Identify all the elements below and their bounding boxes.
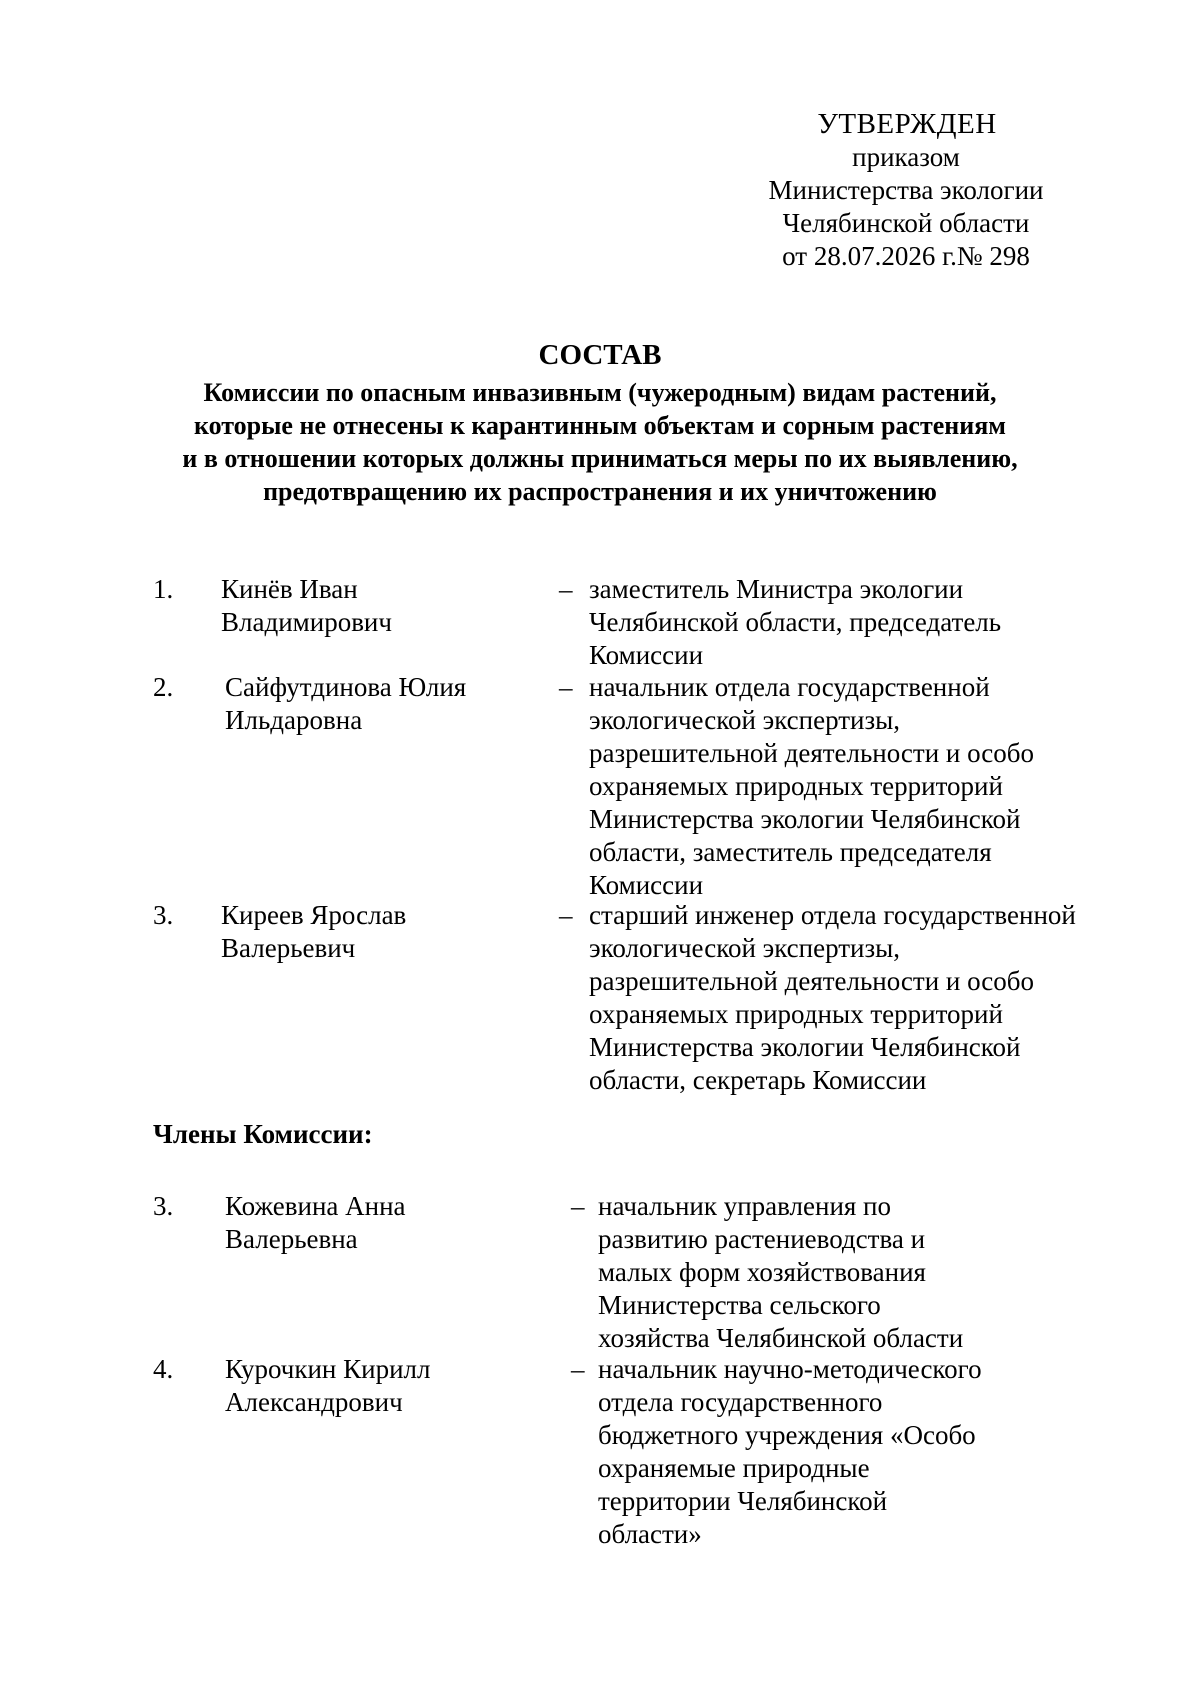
member-name-line: Валерьевич <box>221 933 356 963</box>
member-description-line: разрешительной деятельности и особо <box>589 966 1034 996</box>
member-dash: – <box>571 1354 585 1384</box>
member-description-line: территории Челябинской <box>598 1486 888 1516</box>
member-description-line: Комиссии <box>589 640 704 670</box>
member-description-line: развитию растениеводства и <box>598 1224 926 1254</box>
member-number: 3. <box>153 900 174 930</box>
member-description-line: начальник отдела государственной <box>589 672 990 702</box>
member-description-line: Министерства экологии Челябинской <box>589 1032 1021 1062</box>
member-name <box>225 1190 525 1256</box>
member-description-line: области, заместитель председателя <box>589 837 992 867</box>
member-description <box>598 1190 963 1355</box>
member-name <box>221 573 521 639</box>
document-title: СОСТАВ <box>538 339 662 371</box>
member-dash: – <box>559 672 573 702</box>
member-name-line: Кожевина Анна <box>225 1191 406 1221</box>
member-description-line: экологической экспертизы, <box>589 933 901 963</box>
member-description-line: Министерства сельского <box>598 1290 881 1320</box>
member-name-line: Валерьевна <box>225 1224 358 1254</box>
member-name-line: Владимирович <box>221 607 392 637</box>
member-description-line: Министерства экологии Челябинской <box>589 804 1021 834</box>
member-description <box>589 671 1034 902</box>
member-dash: – <box>571 1191 585 1221</box>
member-description-line: охраняемые природные <box>598 1453 870 1483</box>
member-description-line: Челябинской области, председатель <box>589 607 1002 637</box>
member-description-line: старший инженер отдела государственной <box>589 900 1076 930</box>
member-description-line: области» <box>598 1519 702 1549</box>
member-description <box>589 899 1076 1097</box>
member-number: 2. <box>153 672 174 702</box>
approval-block <box>726 108 1086 273</box>
approval-status: УТВЕРЖДЕН <box>817 108 997 140</box>
member-description-line: начальник управления по <box>598 1191 892 1221</box>
member-description-line: области, секретарь Комиссии <box>589 1065 927 1095</box>
member-description-line: отдела государственного <box>598 1387 883 1417</box>
approval-line: Челябинской области <box>782 208 1030 238</box>
member-name-line: Киреев Ярослав <box>221 900 407 930</box>
member-name-line: Ильдаровна <box>225 705 363 735</box>
member-description-line: малых форм хозяйствования <box>598 1257 926 1287</box>
approval-line: приказом <box>852 142 960 172</box>
member-name-line: Курочкин Кирилл <box>225 1354 431 1384</box>
member-description-line: охраняемых природных территорий <box>589 999 1003 1029</box>
member-number: 3. <box>153 1191 174 1221</box>
member-name <box>221 899 521 965</box>
document-header <box>80 336 1120 508</box>
member-number: 4. <box>153 1354 174 1384</box>
document-subtitle-line: которые не отнесены к карантинным объектам и сорным растениям <box>193 411 1007 440</box>
approval-line: Министерства экологии <box>768 175 1044 205</box>
member-description-line: экологической экспертизы, <box>589 705 901 735</box>
member-number: 1. <box>153 574 174 604</box>
member-dash: – <box>559 574 573 604</box>
member-description <box>589 573 1001 672</box>
document-subtitle-line: и в отношении которых должны приниматься меры по их выявлению, <box>182 444 1018 473</box>
member-dash: – <box>559 900 573 930</box>
member-name <box>225 671 525 737</box>
member-description-line: заместитель Министра экологии <box>589 574 964 604</box>
member-description-line: Комиссии <box>589 870 704 900</box>
document-subtitle-line: предотвращению их распространения и их уничтожению <box>263 477 937 506</box>
member-description-line: охраняемых природных территорий <box>589 771 1003 801</box>
member-name-line: Кинёв Иван <box>221 574 358 604</box>
document-subtitle-line: Комиссии по опасным инвазивным (чужеродным) видам растений, <box>203 378 997 407</box>
member-description <box>598 1353 982 1551</box>
approval-date-number: от 28.07.2026 г.№ 298 <box>782 241 1030 271</box>
member-description-line: бюджетного учреждения «Особо <box>598 1420 976 1450</box>
member-name-line: Сайфутдинова Юлия <box>225 672 467 702</box>
member-name-line: Александрович <box>225 1387 403 1417</box>
member-description-line: разрешительной деятельности и особо <box>589 738 1034 768</box>
member-description-line: начальник научно-методического <box>598 1354 982 1384</box>
members-heading: Члены Комиссии: <box>153 1119 373 1149</box>
member-name <box>225 1353 525 1419</box>
member-description-line: хозяйства Челябинской области <box>598 1323 964 1353</box>
